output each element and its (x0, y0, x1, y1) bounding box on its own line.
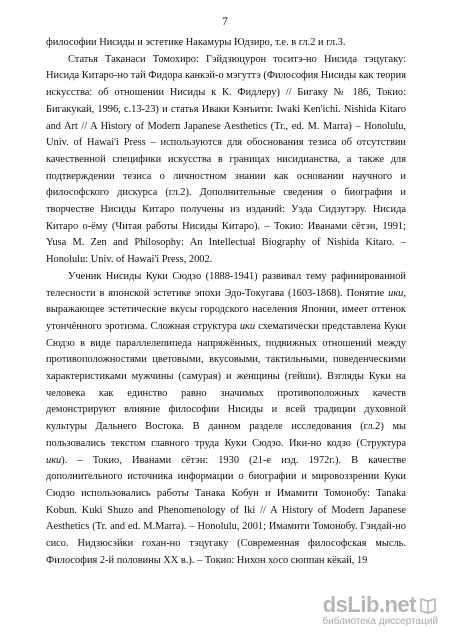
text-run: , выражающее эстетические вкусы городского населения Японии, имеет оттенок утончённого эротизма. Сложная структура (46, 287, 406, 332)
italic-term: ики (388, 287, 404, 299)
watermark (318, 594, 438, 630)
paragraph (46, 52, 406, 269)
watermark-caption: библиотека диссертаций (322, 616, 438, 627)
watermark-logo: dsLib.net (322, 592, 416, 617)
page-number: 7 (222, 16, 228, 28)
text-run: Статья Таканаси Томохиро: Гэйдзюцурон тоситэ-но Нисида тэцугаку: Нисида Китаро-но тай Фидора канкэй-о мэгуттэ (Философия Нисиды как теория искусства: об отношении Нисиды к К. Фидлеру) // Бигаку № 186, Токио: Бигакукай, 1996, с.13-23) и статья Иваки Кэнъити: Iwaki Ken'ichi. Nishida Kitaro and Art // A History of Modern Japanese Aesthetics (Tr., ed. M. Marra) – Honolulu, Univ. of Hawai'i Press – используются для обоснования тезиса об отсутствии качественной специфики искусства в границах нисидианства, а также для подтверждении тезиса о личностном знании как основании научного и философского дискурса (гл.2). Дополнительные сведения о биографии и творчестве Нисиды Китаро получены из изданий: Уэда Сидзутэру. Нисида Китаро о-ёму (Читая работы Нисиды Китаро). – Токио: Иванами сётэн, 1991; Yusa M. Zen and Philosophy: An Intellectual Biography of Nishida Kitaro. – Honolulu: Univ. of Hawai'i Press, 2002. (46, 53, 406, 266)
body-text (46, 35, 406, 570)
text-run: философии Нисиды и эстетике Накамуры Юдзиро, т.е. в гл.2 и гл.3. (46, 37, 346, 48)
italic-term: ики (46, 454, 62, 466)
book-icon (418, 595, 438, 615)
text-run: ). – Токио, Иванами сётэн: 1930 (21-е изд. 1972г.). В качестве дополнительного источника информации о биографии и мировоззрении Куки Сюдзо использовались работы Танака Кобун и Имамити Томонобу: Tanaka Kobun. Kuki Shuzo and Phenomenology of Iki // A History of Modern Japanese Aesthetics (Tr. and ed. M.Marra). – Honolulu, 2001; Имамити Томонобу. Гэндай-но сисо. Нидзюсэйки гохан-но тэцугаку (Современная философская мысль. Философия 2-й половины XX в.). – Токио: Нихон хосо сюппан кёкай, 19 (46, 454, 406, 566)
paragraph (46, 35, 406, 52)
text-run: схематически представлена Куки Сюдзо в виде параллелепипеда напряжённых, подвижных отношений между противоположностями цветовыми, вкусовыми, тактильными, поведенческими характеристиками мужчины (самурая) и женщины (гейши). Взгляды Куки на человека как единство равно значимых противоположных качеств демонстрируют влияние философии Нисиды и всей традиции духовной культуры Дальнего Востока. В данном разделе исследования (гл.2) мы пользовались текстом главного труда Куки Сюдзо. Ики-но кодзо (Структура (46, 320, 406, 449)
text-run: Ученик Нисиды Куки Сюдзо (1888-1941) развивал тему рафинированной телесности в японской эстетике эпохи Эдо-Токугава (1603-1868). Понятие (46, 270, 406, 299)
paragraph (46, 269, 406, 570)
italic-term: ики (239, 320, 256, 332)
